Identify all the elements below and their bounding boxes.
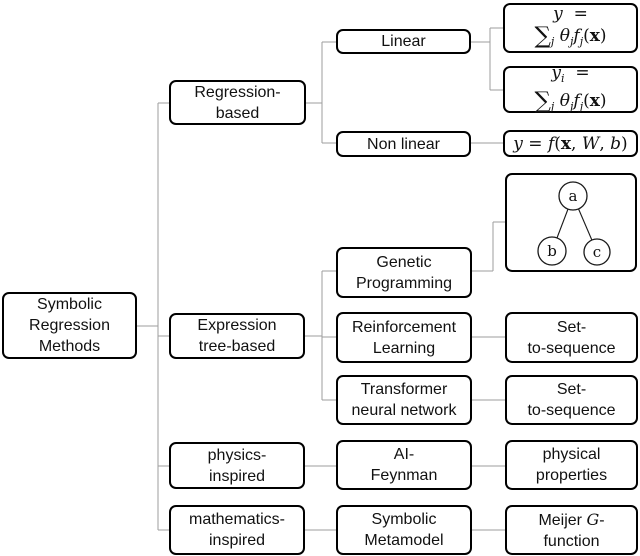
node-label: Metamodel bbox=[364, 532, 444, 549]
node-label bbox=[538, 509, 604, 531]
node-label: physics- bbox=[207, 446, 267, 464]
node-symbolic-regression-methods bbox=[2, 292, 137, 359]
node-label: inspired bbox=[208, 532, 266, 549]
node-label: to-sequence bbox=[527, 402, 616, 419]
node-physical-properties bbox=[505, 440, 638, 490]
node-label: Expression bbox=[197, 317, 277, 334]
node-linear bbox=[336, 29, 471, 54]
node-label: Programming bbox=[355, 274, 453, 292]
node-symbolic-metamodel bbox=[336, 505, 472, 555]
node-label-text: Meijer bbox=[538, 511, 587, 529]
node-label: Reinforcement bbox=[351, 318, 457, 336]
node-label: Symbolic bbox=[37, 296, 102, 313]
formula-line: $\sum_j$ $\theta_jf_j(x)$ bbox=[534, 87, 607, 114]
node-label-text: - bbox=[599, 511, 605, 529]
node-label: Non linear bbox=[367, 135, 440, 153]
node-formula-non-linear bbox=[503, 130, 638, 157]
node-formula-linear-sum bbox=[503, 3, 638, 53]
node-label: Regression bbox=[29, 317, 110, 334]
node-label: Transformer bbox=[360, 381, 448, 398]
node-label: Symbolic bbox=[371, 511, 437, 528]
node-label: Feynman bbox=[370, 467, 438, 484]
node-label: Set- bbox=[556, 381, 587, 398]
node-regression-based bbox=[169, 80, 306, 125]
formula-line: y = bbox=[553, 4, 588, 24]
node-label: based bbox=[215, 104, 260, 122]
expression-tree-figure bbox=[508, 176, 634, 269]
node-formula-linear-sum-indexed bbox=[503, 62, 638, 114]
node-label: mathematics- bbox=[188, 511, 286, 528]
node-label: function bbox=[543, 532, 600, 550]
node-label: Learning bbox=[372, 339, 436, 357]
node-set-to-sequence-transformer bbox=[505, 375, 638, 425]
tree-node-a-label: a bbox=[568, 187, 578, 205]
formula-line: $y_i$ = bbox=[551, 62, 590, 85]
tree-node-b-label: b bbox=[547, 242, 557, 260]
node-expression-tree-based bbox=[169, 313, 305, 359]
node-label: Regression- bbox=[194, 83, 281, 101]
node-label: Genetic bbox=[376, 253, 432, 271]
formula-line: y = f(x, W, b) bbox=[513, 133, 628, 154]
node-label: AI- bbox=[393, 446, 415, 463]
node-reinforcement-learning bbox=[336, 312, 472, 363]
node-meijer-g-function bbox=[505, 505, 638, 555]
node-label: inspired bbox=[208, 467, 266, 485]
node-label: to-sequence bbox=[527, 339, 616, 357]
node-set-to-sequence-rl bbox=[505, 312, 638, 363]
meijer-g-symbol: G bbox=[586, 509, 600, 529]
node-label: physical bbox=[542, 446, 601, 463]
node-label: neural network bbox=[351, 402, 457, 419]
node-label: Set- bbox=[556, 318, 587, 336]
formula-line: $\sum_j$ $\theta_jf_j(x)$ bbox=[534, 23, 607, 49]
node-physics-inspired bbox=[169, 442, 305, 489]
node-label: Methods bbox=[38, 338, 101, 355]
node-transformer-neural-network bbox=[336, 375, 472, 425]
node-label: properties bbox=[535, 467, 608, 484]
node-label: Linear bbox=[381, 33, 426, 50]
node-ai-feynman bbox=[336, 440, 472, 490]
node-non-linear bbox=[336, 131, 471, 157]
node-mathematics-inspired bbox=[169, 505, 305, 555]
node-label: tree-based bbox=[198, 338, 276, 355]
node-expression-tree-example bbox=[505, 173, 637, 272]
node-genetic-programming bbox=[336, 247, 472, 298]
tree-node-c-label: c bbox=[592, 243, 602, 261]
